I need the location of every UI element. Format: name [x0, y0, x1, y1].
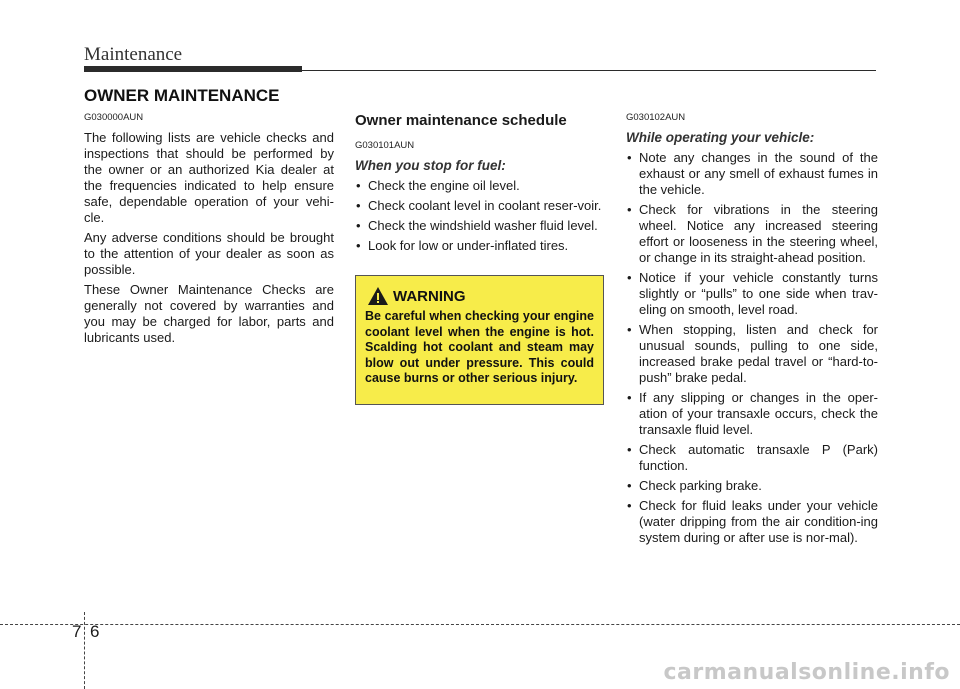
section-code: G030000AUN	[84, 112, 144, 123]
list-item: • Look for low or under-inflated tires.	[355, 238, 605, 254]
list-item: • Check the engine oil level.	[355, 178, 605, 194]
warning-box	[355, 275, 604, 405]
watermark: carmanualsonline.info	[663, 660, 950, 685]
warning-text: Be careful when checking your engine coolant level when the engine is hot. Scalding hot coolant and steam may blow out under pressure. This could cause burns or other serious injury.	[365, 309, 594, 385]
operating-subhead: While operating your vehicle:	[626, 130, 815, 145]
list-item: • Check coolant level in coolant reser-voir.	[355, 198, 605, 214]
warning-triangle-icon	[367, 286, 389, 306]
list-item: • Check for fluid leaks under your vehicle (water dripping from the air condition-ing system during or after use is nor-mal).	[626, 498, 878, 546]
intro-paragraph: Any adverse conditions should be brought to the attention of your dealer as soon as possible.	[84, 230, 334, 277]
section-title: OWNER MAINTENANCE	[84, 86, 280, 105]
list-item: • Check for vibrations in the steering wheel. Notice any increased steering effort or looseness in the steering wheel, or change in its straight-ahead position.	[626, 202, 878, 266]
column-schedule	[355, 112, 605, 258]
page-header-title: Maintenance	[84, 44, 183, 65]
chapter-number: 7	[72, 622, 82, 641]
column-intro	[84, 112, 334, 350]
fuel-stop-subhead: When you stop for fuel:	[355, 158, 506, 173]
header-rule-thin	[302, 70, 876, 71]
warning-title: WARNING	[393, 287, 466, 305]
list-item: • Check automatic transaxle P (Park) function.	[626, 442, 878, 474]
footer-divider	[84, 612, 85, 689]
section-code: G030101AUN	[355, 140, 415, 151]
intro-paragraph: These Owner Maintenance Checks are generally not covered by warranties and you may be charged for labor, parts and lubricants used.	[84, 282, 334, 345]
list-item: • If any slipping or changes in the oper-ation of your transaxle occurs, check the transaxle fluid level.	[626, 390, 878, 438]
schedule-title: Owner maintenance schedule	[355, 112, 567, 129]
list-item: • Check the windshield washer fluid level.	[355, 218, 605, 234]
section-code: G030102AUN	[626, 112, 686, 123]
column-operating	[626, 112, 878, 550]
list-item: • When stopping, listen and check for unusual sounds, pulling to one side, increased brake pedal travel or “hard-to-push” brake pedal.	[626, 322, 878, 386]
warning-header	[365, 286, 594, 306]
intro-paragraph: The following lists are vehicle checks and inspections that should be performed by the owner or an authorized Kia dealer at the frequencies indicated to help ensure safe, dependable operation of your vehi-cle.	[84, 130, 334, 225]
list-item: • Note any changes in the sound of the exhaust or any smell of exhaust fumes in the vehicle.	[626, 150, 878, 198]
fuel-stop-list	[355, 178, 605, 254]
list-item: • Notice if your vehicle constantly turns slightly or “pulls” to one side when trav-eling on smooth, level road.	[626, 270, 878, 318]
page-index: 6	[90, 622, 100, 641]
list-item: • Check parking brake.	[626, 478, 878, 494]
header-rule-thick	[84, 66, 302, 72]
operating-list	[626, 150, 878, 546]
footer-rule	[0, 624, 960, 625]
